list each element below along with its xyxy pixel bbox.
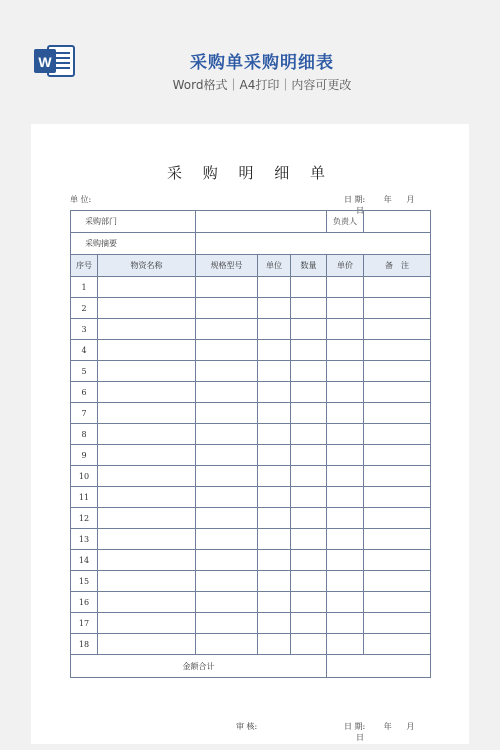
row-number: 5 xyxy=(71,361,98,382)
row-number: 3 xyxy=(71,319,98,340)
table-row xyxy=(71,277,431,298)
table-cell[interactable] xyxy=(364,592,431,613)
month-label: 月 xyxy=(406,195,415,204)
table-cell[interactable] xyxy=(327,592,364,613)
table-cell[interactable] xyxy=(291,592,327,613)
table-cell[interactable] xyxy=(98,487,196,508)
document-page xyxy=(31,124,469,744)
table-cell[interactable] xyxy=(98,508,196,529)
table-cell[interactable] xyxy=(196,403,258,424)
table-cell[interactable] xyxy=(327,508,364,529)
day-label: 日 xyxy=(356,206,364,215)
row-number: 10 xyxy=(71,466,98,487)
table-cell[interactable] xyxy=(258,319,291,340)
table-cell[interactable] xyxy=(291,403,327,424)
column-header: 序号 xyxy=(71,255,98,277)
table-cell[interactable] xyxy=(98,319,196,340)
unit-field xyxy=(70,194,91,205)
table-cell[interactable] xyxy=(327,403,364,424)
table-cell[interactable] xyxy=(364,319,431,340)
table-cell[interactable] xyxy=(196,340,258,361)
table-cell[interactable] xyxy=(291,550,327,571)
total-row xyxy=(71,655,431,678)
table-cell[interactable] xyxy=(196,277,258,298)
table-cell[interactable] xyxy=(327,424,364,445)
summary-value[interactable] xyxy=(196,233,431,255)
table-cell[interactable] xyxy=(364,298,431,319)
year-label: 年 xyxy=(383,195,392,204)
table-cell[interactable] xyxy=(291,361,327,382)
table-cell[interactable] xyxy=(364,487,431,508)
row-number: 2 xyxy=(71,298,98,319)
table-cell[interactable] xyxy=(291,529,327,550)
row-number: 8 xyxy=(71,424,98,445)
table-cell[interactable] xyxy=(98,613,196,634)
row-number: 16 xyxy=(71,592,98,613)
footer-year-label: 年 xyxy=(383,722,392,731)
table-cell[interactable] xyxy=(327,487,364,508)
row-number: 18 xyxy=(71,634,98,655)
page-header xyxy=(0,0,500,120)
row-number: 13 xyxy=(71,529,98,550)
table-cell[interactable] xyxy=(196,466,258,487)
table-cell[interactable] xyxy=(291,571,327,592)
table-cell[interactable] xyxy=(327,361,364,382)
row-number: 7 xyxy=(71,403,98,424)
table-row xyxy=(71,298,431,319)
table-cell[interactable] xyxy=(196,571,258,592)
dept-value[interactable] xyxy=(196,211,327,233)
table-row xyxy=(71,508,431,529)
column-header: 备 注 xyxy=(364,255,431,277)
row-number: 4 xyxy=(71,340,98,361)
footer-month-label: 月 xyxy=(406,722,415,731)
document-title: 采 购 明 细 单 xyxy=(166,164,334,182)
table-cell[interactable] xyxy=(258,403,291,424)
table-cell[interactable] xyxy=(98,571,196,592)
table-cell[interactable] xyxy=(364,403,431,424)
table-cell[interactable] xyxy=(98,277,196,298)
table-cell[interactable] xyxy=(258,508,291,529)
table-cell[interactable] xyxy=(364,424,431,445)
table-cell[interactable] xyxy=(291,466,327,487)
table-cell[interactable] xyxy=(98,550,196,571)
table-cell[interactable] xyxy=(258,298,291,319)
table-cell[interactable] xyxy=(98,424,196,445)
table-row xyxy=(71,529,431,550)
table-cell[interactable] xyxy=(196,445,258,466)
review-label: 审 核: xyxy=(236,722,258,731)
table-cell[interactable] xyxy=(364,445,431,466)
table-cell[interactable] xyxy=(364,550,431,571)
table-cell[interactable] xyxy=(291,634,327,655)
table-cell[interactable] xyxy=(258,592,291,613)
table-cell[interactable] xyxy=(327,466,364,487)
column-header: 规格型号 xyxy=(196,255,258,277)
table-row xyxy=(71,340,431,361)
table-cell[interactable] xyxy=(291,613,327,634)
table-cell[interactable] xyxy=(364,340,431,361)
table-cell[interactable] xyxy=(364,529,431,550)
table-cell[interactable] xyxy=(196,508,258,529)
table-cell[interactable] xyxy=(364,634,431,655)
table-cell[interactable] xyxy=(327,445,364,466)
table-cell[interactable] xyxy=(258,466,291,487)
table-cell[interactable] xyxy=(291,298,327,319)
table-cell[interactable] xyxy=(327,571,364,592)
table-cell[interactable] xyxy=(291,277,327,298)
table-row xyxy=(71,361,431,382)
table-cell[interactable] xyxy=(364,508,431,529)
person-label: 负责人 xyxy=(327,211,364,233)
row-number: 9 xyxy=(71,445,98,466)
table-cell[interactable] xyxy=(258,487,291,508)
table-cell[interactable] xyxy=(291,487,327,508)
table-cell[interactable] xyxy=(258,382,291,403)
table-cell[interactable] xyxy=(327,634,364,655)
table-cell[interactable] xyxy=(196,592,258,613)
footer-date-label: 日 期: xyxy=(344,722,366,731)
table-cell[interactable] xyxy=(258,340,291,361)
column-header: 数量 xyxy=(291,255,327,277)
table-cell[interactable] xyxy=(196,634,258,655)
table-cell[interactable] xyxy=(258,424,291,445)
table-row xyxy=(71,424,431,445)
table-cell[interactable] xyxy=(291,508,327,529)
table-cell[interactable] xyxy=(258,634,291,655)
review-field xyxy=(236,721,257,732)
table-cell[interactable] xyxy=(258,550,291,571)
row-number: 11 xyxy=(71,487,98,508)
table-cell[interactable] xyxy=(196,319,258,340)
row-number: 12 xyxy=(71,508,98,529)
table-cell[interactable] xyxy=(291,340,327,361)
table-cell[interactable] xyxy=(327,319,364,340)
table-cell[interactable] xyxy=(98,361,196,382)
table-row xyxy=(71,382,431,403)
table-cell[interactable] xyxy=(364,466,431,487)
table-cell[interactable] xyxy=(327,550,364,571)
table-row xyxy=(71,403,431,424)
table-row xyxy=(71,571,431,592)
table-cell[interactable] xyxy=(196,529,258,550)
row-number: 6 xyxy=(71,382,98,403)
page-subtitle: Word格式｜A4打印｜内容可更改 xyxy=(172,78,352,92)
table-cell[interactable] xyxy=(196,424,258,445)
table-cell[interactable] xyxy=(98,340,196,361)
table-cell[interactable] xyxy=(364,277,431,298)
table-cell[interactable] xyxy=(364,382,431,403)
summary-label: 采购摘要 xyxy=(71,233,196,255)
table-cell[interactable] xyxy=(258,571,291,592)
table-cell[interactable] xyxy=(258,277,291,298)
table-cell[interactable] xyxy=(98,403,196,424)
table-cell[interactable] xyxy=(258,445,291,466)
dept-label: 采购部门 xyxy=(71,211,196,233)
table-row xyxy=(71,319,431,340)
table-cell[interactable] xyxy=(327,382,364,403)
table-cell[interactable] xyxy=(196,487,258,508)
unit-label: 单 位: xyxy=(70,195,92,204)
column-header: 单位 xyxy=(258,255,291,277)
table-cell[interactable] xyxy=(196,613,258,634)
total-value[interactable] xyxy=(327,655,431,678)
table-cell[interactable] xyxy=(98,466,196,487)
table-cell[interactable] xyxy=(291,319,327,340)
column-header-row xyxy=(71,255,431,277)
row-number: 1 xyxy=(71,277,98,298)
table-cell[interactable] xyxy=(258,361,291,382)
summary-row xyxy=(71,233,431,255)
table-row xyxy=(71,634,431,655)
table-cell[interactable] xyxy=(196,298,258,319)
table-cell[interactable] xyxy=(258,529,291,550)
table-cell[interactable] xyxy=(196,382,258,403)
table-cell[interactable] xyxy=(291,445,327,466)
table-cell[interactable] xyxy=(364,571,431,592)
person-value[interactable] xyxy=(364,211,431,233)
table-row xyxy=(71,613,431,634)
table-cell[interactable] xyxy=(327,340,364,361)
table-cell[interactable] xyxy=(364,613,431,634)
table-cell[interactable] xyxy=(327,613,364,634)
table-row xyxy=(71,445,431,466)
table-cell[interactable] xyxy=(364,361,431,382)
table-row xyxy=(71,550,431,571)
table-cell[interactable] xyxy=(98,529,196,550)
footer-day-label: 日 xyxy=(356,733,364,742)
row-number: 17 xyxy=(71,613,98,634)
row-number: 15 xyxy=(71,571,98,592)
table-cell[interactable] xyxy=(196,550,258,571)
table-row xyxy=(71,487,431,508)
table-cell[interactable] xyxy=(98,634,196,655)
table-row xyxy=(71,592,431,613)
table-cell[interactable] xyxy=(327,529,364,550)
table-cell[interactable] xyxy=(327,277,364,298)
row-number: 14 xyxy=(71,550,98,571)
footer-date-field xyxy=(344,721,434,743)
table-cell[interactable] xyxy=(98,445,196,466)
table-cell[interactable] xyxy=(291,382,327,403)
svg-text:W: W xyxy=(38,54,52,70)
table-row xyxy=(71,466,431,487)
page-title: 采购单采购明细表 xyxy=(190,53,334,73)
column-header: 单价 xyxy=(327,255,364,277)
purchase-table xyxy=(70,210,431,678)
table-cell[interactable] xyxy=(98,382,196,403)
table-cell[interactable] xyxy=(98,298,196,319)
table-cell[interactable] xyxy=(258,613,291,634)
table-cell[interactable] xyxy=(291,424,327,445)
table-cell[interactable] xyxy=(98,592,196,613)
date-label: 日 期: xyxy=(344,195,366,204)
table-cell[interactable] xyxy=(196,361,258,382)
table-cell[interactable] xyxy=(327,298,364,319)
dept-row xyxy=(71,211,431,233)
column-header: 物资名称 xyxy=(98,255,196,277)
total-label: 金额合计 xyxy=(71,655,327,678)
